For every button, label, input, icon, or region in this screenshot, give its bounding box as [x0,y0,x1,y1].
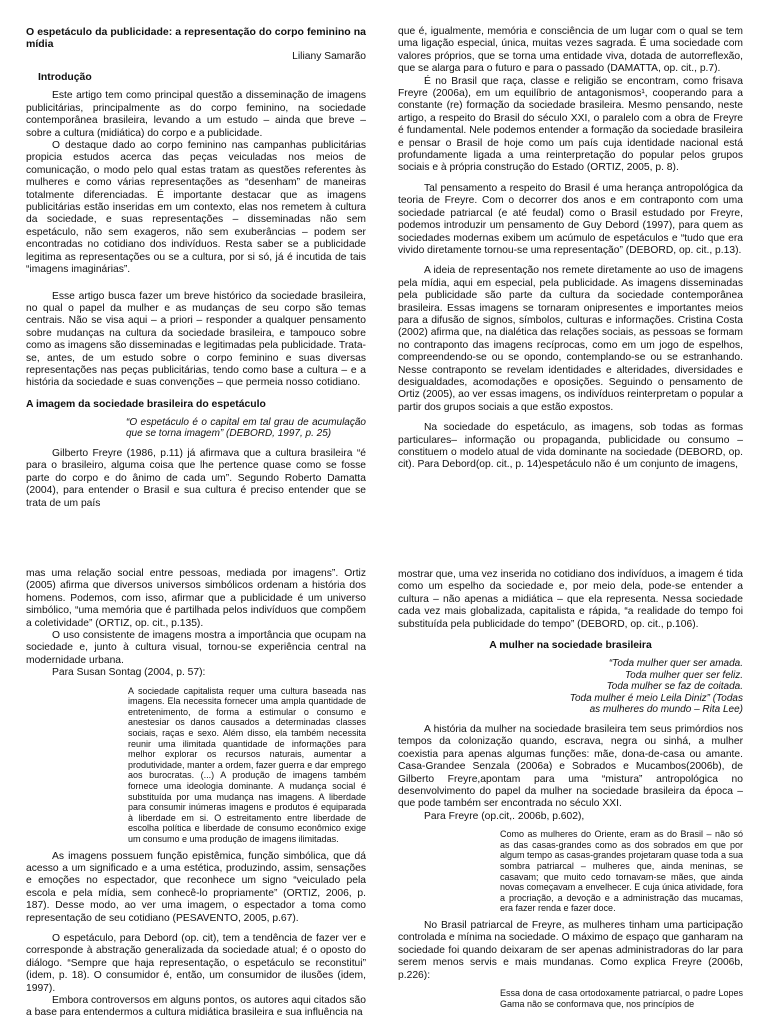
heading-introducao: Introdução [38,72,92,84]
epigraph [398,658,743,716]
epigraph-quote: “O espetáculo é o capital em tal grau de acumulação que se torna imagem” (DEBORD, 1997, p. 25) [126,416,366,440]
paragraph: mas uma relação social entre pessoas, mediada por imagens”. Ortiz (2005) afirma que diversos universos simbólicos ordenam a história dos homens. Podemos, com isso, afirmar que a publicidade é um universo simbólico, “uma memória que é partilhada pelos indivíduos que compõem a coletividade” (ORTIZ, op. cit., p.135). [26,568,366,629]
paragraph: Para Freyre (op.cit,. 2006b, p.602), [424,810,585,822]
paragraph: A ideia de representação nos remete diretamente ao uso de imagens pela mídia, aqui em especial, pela publicidade. As imagens disseminadas pela publicidade são parte da cultura da sociedade contemporânea brasileira. Essas imagens se tornaram onipresentes e importantes meios para a difusão de signos, símbolos, culturas e informações. Cristina Costa (2002) afirma que, na dialética das relações sociais, as pessoas se formam no contraponto das imagens recíprocas, como em um jogo de espelhos, compreendendo-se ou se opondo, contemplando-se ou se estranhando. Nesse contraponto se revelam identidades e alteridades, diversidades e desigualdades, acomodações e oposições. Seguindo o pensamento de Ortiz (2005), ao ver essas imagens, os indivíduos reinterpretam o popular a partir dos grupos sociais a que estão expostos. [398,265,743,413]
paragraph: A história da mulher na sociedade brasileira tem seus primórdios nos tempos da colonização quando, escrava, negra ou sinhá, a mulher coexistia para apenas algumas funções: mãe, dona-de-casa ou amante. Casa-Grandee Senzala (2006a) e Sobrados e Mucambos(2006b), de Gilberto Freyre,apontam para uma “mistura” antropológica no desenvolvimento do papel da mulher na sociedade brasileira da época – que pode também ser encontrada no século XXI. [398,724,743,810]
epigraph-line: Toda mulher quer ser feliz. [624,669,743,681]
paragraph: Embora controversos em alguns pontos, os autores aqui citados são a base para entendermos a cultura midiática brasileira e sua influência na [26,995,366,1019]
paragraph: Tal pensamento a respeito do Brasil é uma herança antropológica da teoria de Freyre. Com o decorrer dos anos e em contraponto com uma sociedade patriarcal (e até feudal) como o Brasil estudado por Freyre, podemos introduzir um pensamento de Guy Debord (1997), para quem as sociedades modernas exibem um acúmulo de espetáculos e “tudo que era vivido diretamente tornou-se uma representação” (DEBORD, op. cit., p.13). [398,182,743,256]
paragraph: Gilberto Freyre (1986, p.11) já afirmava que a cultura brasileira “é para o brasileiro, alguma coisa que lhe pertence quase como se fosse parte do corpo e do ânimo de cada um”. Segundo Roberto Damatta (2004), para entender o Brasil e sua cultura é preciso entender que se trata de um país [26,447,366,509]
block-quote: Essa dona de casa ortodoxamente patriarcal, o padre Lopes Gama não se conformava que, nos princípios de [500,988,743,1009]
paragraph: No Brasil patriarcal de Freyre, as mulheres tinham uma participação controlada e mínima na sociedade. O máximo de espaço que ganharam na sociedade foi quando deixaram de ser apenas administradoras do lar para serem menos servis e mais mundanas. Como explica Freyre (2006b, p.226): [398,920,743,981]
page-1-right-column [398,26,743,472]
paragraph: Este artigo tem como principal questão a disseminação de imagens publicitárias, principalmente as do corpo feminino, na sociedade contemporânea brasileira, levando a um estudo – ainda que breve – sobre a cultura (midiática) do corpo e a publicidade. [26,90,366,139]
paragraph: O espetáculo, para Debord (op. cit), tem a tendência de fazer ver e corresponde à abstração generalizada da sociedade atual; é o oposto do diálogo. “Sempre que haja representação, o espetáculo se reconstitui” (idem, p. 18). O consumidor é, então, um consumidor de ilusões (idem, 1997). [26,933,366,994]
author-name: Liliany Samarão [292,51,366,62]
epigraph-line: “Toda mulher quer ser amada. [608,658,743,670]
paragraph: que é, igualmente, memória e consciência de um lugar com o qual se tem uma ligação especial, única, muitas vezes sagrada. É uma sociedade com valores próprios, que se torna uma entidade viva, dotada de autorreflexão, que se alarga para o futuro e para o passado (DAMATTA, op. cit., p.7). [398,26,743,75]
paragraph: Para Susan Sontag (2004, p. 57): [52,667,206,679]
paragraph: O uso consistente de imagens mostra a importância que ocupam na sociedade e, junto à cultura visual, tornou-se experiência central na modernidade urbana. [26,630,366,666]
page-2-right-column [398,569,743,1015]
epigraph-line: as mulheres do mundo – Rita Lee) [589,704,743,716]
epigraph-line: Toda mulher é meio Leila Diniz” (Todas [569,692,743,704]
page-2 [0,512,768,1024]
paragraph: É no Brasil que raça, classe e religião se encontram, como frisava Freyre (2006a), em um equilíbrio de antagonismos¹, cooperando para a constante (re) formação da sociedade brasileira. Mesmo pensando, neste artigo, a respeito do Brasil do século XXI, o paralelo com a obra de Freyre é fundamental. Nele podemos entender a formação da sociedade brasileira e pensar o Brasil de hoje como um país cuja identidade nacional está profundamente ligada a uma reinterpretação do popular pelos grupos sociais e à própria construção do Estado (ORTIZ, 2005, p. 8). [398,75,743,174]
paragraph: O destaque dado ao corpo feminino nas campanhas publicitárias propicia estudos acerca das peças veiculadas nos meios de comunicação, o modo pelo qual estas tratam as questões referentes às mulheres e como várias representações as “desenham” de maneiras totalmente diferenciadas. É importante destacar que as imagens publicitárias estão inseridas em um contexto, elas nos remetem à cultura da sociedade, e suas representações – disseminadas não sem espetáculo, não sem exageros, não sem exuberâncias – podem ser encontradas no cotidiano dos indivíduos. Resta saber se a publicidade legitima as representações ou se a cultura, por si só, já é incutida de tais “imagens imaginárias”. [26,140,366,276]
epigraph-line: Toda mulher se faz de coitada. [606,681,743,693]
heading-mulher-sociedade: A mulher na sociedade brasileira [489,640,652,652]
block-quote: A sociedade capitalista requer uma cultura baseada nas imagens. Ela necessita fornecer uma ampla quantidade de entretenimento, de forma a estimular o consumo e anestesiar os danos causados a determinadas classes sociais, raças e sexo. Além disso, ela também necessita reunir uma ilimitada quantidade de informações para melhor explorar os recursos naturais, aumentar a produtividade, manter a ordem, fazer guerra e dar emprego aos burocratas. (...) A produção de imagens também fornece uma ideologia dominante. A mudança social é substituída por uma mudança nas imagens. A liberdade para consumir inúmeras imagens e produtos é equiparada à liberdade em si. O estreitamento entre liberdade de escolha política e liberdade de consumo econômico exige um consumo e uma produção de imagens ilimitadas. [128,685,366,844]
paragraph: Esse artigo busca fazer um breve histórico da sociedade brasileira, no qual o papel da mulher e as mudanças de seu corpo são temas centrais. Não se visa aqui – a priori – responder a qualquer pensamento sobre mudanças na cultura da sociedade brasileira, e tampouco sobre como as imagens são disseminadas e legitimadas pela publicidade. Trata-se, antes, de um estudo sobre o corpo feminino e suas diversas representações nas peças publicitárias, tendo como base a cultura – e a história da sociedade e suas convenções – que permeia nosso cotidiano. [26,290,366,389]
page-2-left-column [26,568,366,1020]
paragraph: As imagens possuem função epistêmica, função simbólica, que dá acesso a um significado e a uma estética, produzindo, assim, sensações e emoções no espectador, que reconhece um signo “veiculado pela escola e pela mídia, sem conhecê-lo propriamente” (ORTIZ, 2006, p. 187). Desse modo, ao ver uma imagem, o espectador a toma como representação de seu cotidiano (PESAVENTO, 2005, p.67). [26,850,366,924]
paragraph: mostrar que, uma vez inserida no cotidiano dos indivíduos, a imagem é tida como um espelho da sociedade e, por meio dela, pode-se entender a cultura – não apenas a midiática – que ela representa. Nessa sociedade cada vez mais globalizada, capitalista e rápida, “a realidade do tempo foi substituída pela publicidade do tempo” (DEBORD, op. cit., p.106). [398,569,743,630]
paragraph: Na sociedade do espetáculo, as imagens, sob todas as formas particulares– informação ou propaganda, publicidade ou consumo – constituem o modelo atual de vida dominante na sociedade (DEBORD, op. cit). Para Debord(op. cit., p. 14)espetáculo não é um conjunto de imagens, [398,422,743,471]
block-quote: Como as mulheres do Oriente, eram as do Brasil – não só as das casas-grandes como as dos sobrados em que por algum tempo as casas-grandes projetaram quase toda a sua sombra patriarcal – mulheres que, ainda meninas, se casavam; que muito cedo tornavam-se mães, que ainda novas começavam a envelhecer. E cuja única atividade, fora a procriação, a devoção e a administração das mucamas, era fazer renda e fazer doce. [500,829,743,914]
heading-imagem-sociedade: A imagem da sociedade brasileira do espetáculo [26,398,266,410]
article-title: O espetáculo da publicidade: a representação do corpo feminino na mídia [26,26,366,50]
page-1-left-column [26,26,366,510]
